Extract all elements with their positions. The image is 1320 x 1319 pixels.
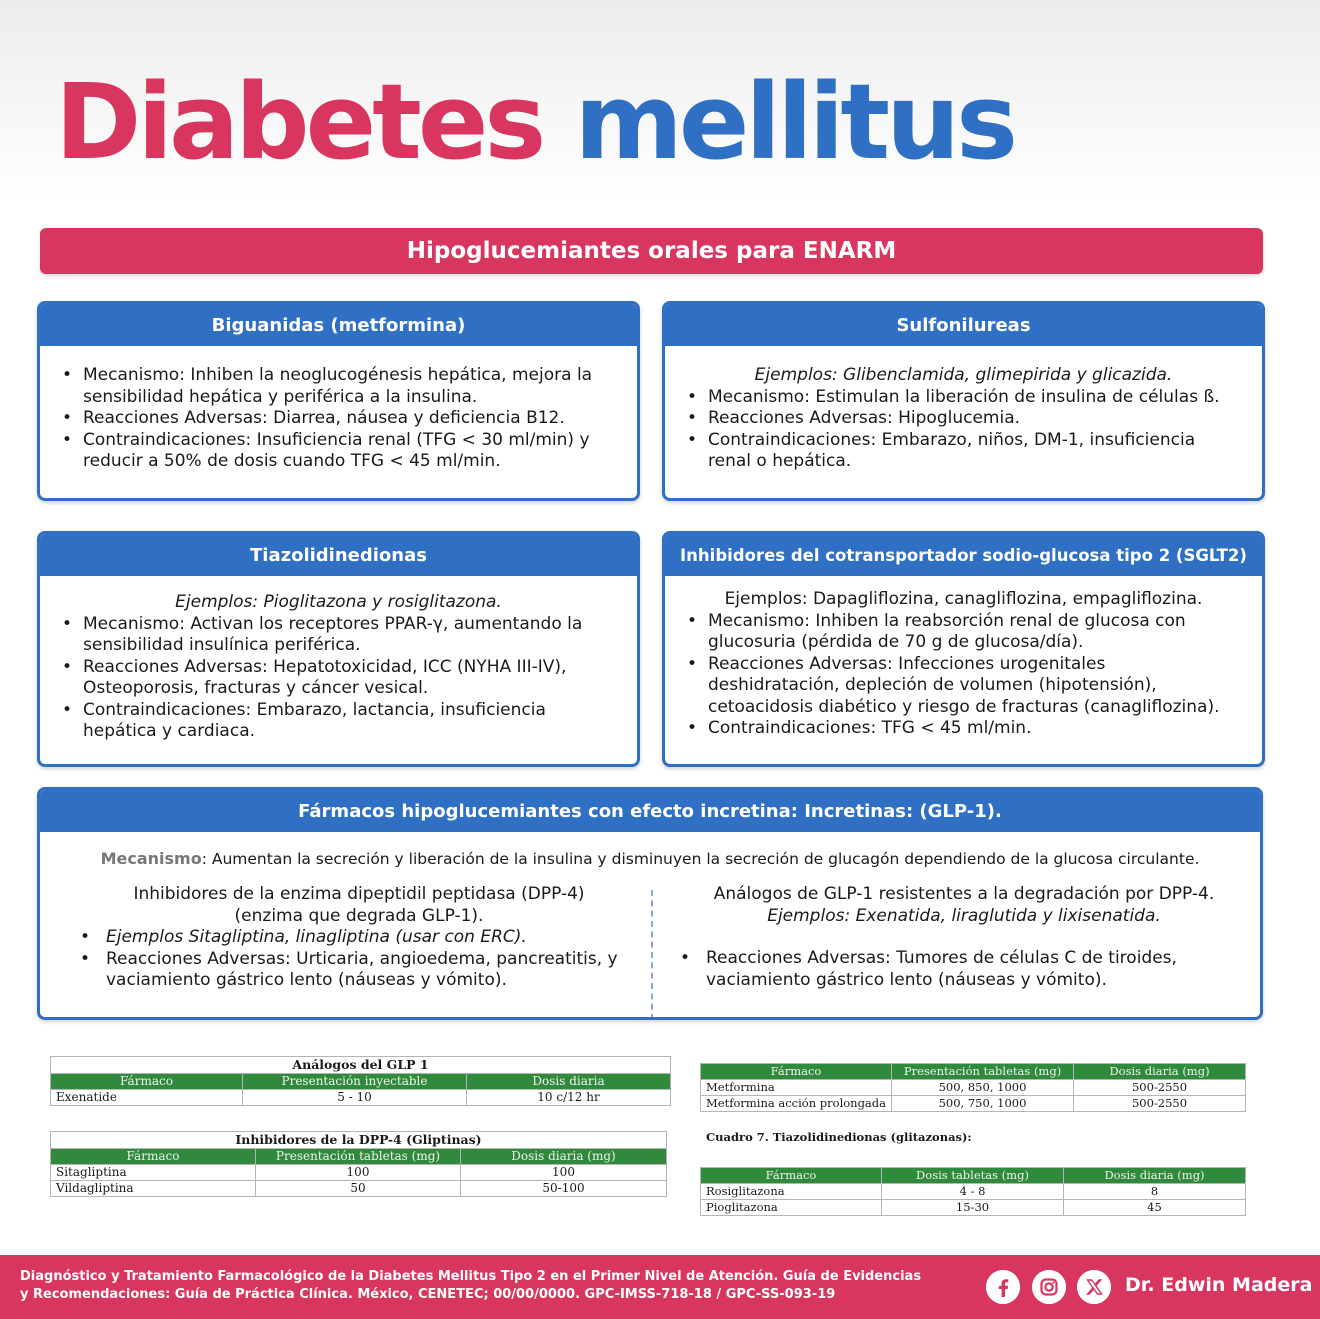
table-header-row [51, 1074, 671, 1090]
incretinas-columns [40, 884, 1260, 992]
table-header-row [701, 1064, 1246, 1080]
column-header: Dosis diaria (mg) [461, 1149, 667, 1165]
table-cell: 15-30 [882, 1200, 1064, 1216]
instagram-icon[interactable] [1032, 1270, 1066, 1304]
list-item: • Reacciones Adversas: Hipoglucemia. [687, 408, 1240, 430]
bullet-list [687, 387, 1240, 473]
card-header: Tiazolidinedionas [40, 534, 637, 576]
table-cell: Metformina [701, 1080, 892, 1096]
list-item: • Contraindicaciones: Embarazo, niños, DM-1, insuficiencia renal o hepática. [687, 430, 1240, 473]
table-cell: Vildagliptina [51, 1181, 256, 1197]
citation-line: Diagnóstico y Tratamiento Farmacológico de la Diabetes Mellitus Tipo 2 en el Primer Nivel de Atención. Guía de Evidencias [20, 1269, 922, 1284]
card-tiazolidinedionas [37, 531, 640, 767]
table-cell: 4 - 8 [882, 1184, 1064, 1200]
table-cell: 50 [256, 1181, 461, 1197]
list-item: • Ejemplos Sitagliptina, linagliptina (usar con ERC). [80, 927, 638, 949]
table-header-row [701, 1168, 1246, 1184]
table-cell: Metformina acción prolongada [701, 1096, 892, 1112]
table-row [701, 1184, 1246, 1200]
card-header: Biguanidas (metformina) [40, 304, 637, 346]
list-item: • Mecanismo: Inhiben la reabsorción renal de glucosa con glucosuria (pérdida de 70 g de glucosa/día). [687, 611, 1240, 654]
list-item: • Mecanismo: Activan los receptores PPAR-γ, aumentando la sensibilidad insulínica periférica. [62, 614, 615, 657]
table-cell: 500, 850, 1000 [892, 1080, 1074, 1096]
table-cell: 100 [461, 1165, 667, 1181]
list-item: • Contraindicaciones: Insuficiencia renal (TFG < 30 ml/min) y reducir a 50% de dosis cuando TFG < 45 ml/min. [62, 430, 615, 473]
mechanism-text: : Aumentan la secreción y liberación de la insulina y disminuyen la secreción de glucagón dependiendo de la glucosa circulante. [201, 850, 1200, 868]
table-row [701, 1080, 1246, 1096]
column-header: Fármaco [51, 1149, 256, 1165]
title-part-1: Diabetes [55, 61, 543, 183]
column-header: Dosis diaria [467, 1074, 671, 1090]
table-cell: 5 - 10 [243, 1090, 467, 1106]
bullet-list [680, 948, 1248, 991]
card-body [665, 346, 1262, 473]
table-cell: 50-100 [461, 1181, 667, 1197]
citation-line: y Recomendaciones: Guía de Práctica Clínica. México, CENETEC; 00/00/0000. GPC-IMSS-718-18 / GPC-SS-093-19 [20, 1287, 836, 1302]
bullet-list [62, 614, 615, 743]
table-cell: Exenatide [51, 1090, 243, 1106]
column-divider [651, 890, 653, 1020]
table-dpp4-inhibitors [50, 1131, 667, 1197]
table-cell: Pioglitazona [701, 1200, 882, 1216]
column-header: Fármaco [701, 1168, 882, 1184]
bullet-list [687, 611, 1240, 740]
examples-text: Ejemplos: Pioglitazona y rosiglitazona. [175, 592, 502, 612]
table-row [51, 1165, 667, 1181]
column-header: Dosis diaria (mg) [1074, 1064, 1246, 1080]
table-cell: 500-2550 [1074, 1080, 1246, 1096]
list-item: • Reacciones Adversas: Urticaria, angioedema, pancreatitis, y vaciamiento gástrico lento (náuseas y vómito). [80, 949, 638, 992]
table-row [51, 1090, 671, 1106]
list-item: • Contraindicaciones: TFG < 45 ml/min. [687, 718, 1240, 740]
column-header: Presentación inyectable [243, 1074, 467, 1090]
mechanism-line [40, 849, 1260, 868]
column-header: Dosis diaria (mg) [1064, 1168, 1246, 1184]
card-incretinas [37, 787, 1263, 1020]
column-header: Fármaco [701, 1064, 892, 1080]
page-title [55, 62, 1014, 182]
table-row [701, 1096, 1246, 1112]
table-header-row [51, 1149, 667, 1165]
examples-text: Ejemplos: Dapagliflozina, canagliflozina, empagliflozina. [724, 589, 1203, 609]
card-body [40, 576, 637, 743]
list-item: • Mecanismo: Inhiben la neoglucogénesis hepática, mejora la sensibilidad hepática y periférica a la insulina. [62, 365, 615, 408]
column-header: Dosis tabletas (mg) [882, 1168, 1064, 1184]
bullet-list [62, 365, 615, 473]
glp1-column [650, 884, 1260, 992]
section-banner: Hipoglucemiantes orales para ENARM [40, 228, 1263, 274]
table-tiazolidinedionas [700, 1167, 1246, 1216]
cuadro-label: Cuadro 7. Tiazolidinedionas (glitazonas): [706, 1130, 972, 1144]
footer [0, 1255, 1320, 1319]
card-header: Inhibidores del cotransportador sodio-glucosa tipo 2 (SGLT2) [665, 534, 1262, 576]
footer-citation [20, 1268, 970, 1304]
table-cell: 500-2550 [1074, 1096, 1246, 1112]
column-subtitle: (enzima que degrada GLP-1). [234, 905, 484, 926]
table-cell: 8 [1064, 1184, 1246, 1200]
column-header: Presentación tabletas (mg) [256, 1149, 461, 1165]
table-row [701, 1200, 1246, 1216]
card-sglt2 [662, 531, 1265, 767]
list-item: • Reacciones Adversas: Infecciones urogenitales deshidratación, depleción de volumen (hipotensión), cetoacidosis diabético y riesgo de fracturas (canagliflozina). [687, 654, 1240, 719]
author-name: Dr. Edwin Madera [1125, 1274, 1313, 1296]
column-subtitle: Ejemplos: Exenatida, liraglutida y lixisenatida. [767, 905, 1161, 926]
table-cell: Rosiglitazona [701, 1184, 882, 1200]
card-header: Sulfonilureas [665, 304, 1262, 346]
card-body [665, 576, 1262, 740]
column-title: Inhibidores de la enzima dipeptidil peptidasa (DPP-4) [133, 884, 585, 904]
examples-text: Ejemplos: Glibenclamida, glimepirida y glicazida. [754, 365, 1173, 385]
column-title: Análogos de GLP-1 resistentes a la degradación por DPP-4. [713, 884, 1215, 904]
card-body [40, 346, 637, 473]
list-item: • Reacciones Adversas: Hepatotoxicidad, ICC (NYHA III-IV), Osteoporosis, fracturas y cáncer vesical. [62, 657, 615, 700]
table-metformina [700, 1063, 1246, 1112]
card-sulfonilureas [662, 301, 1265, 501]
table-cell: Sitagliptina [51, 1165, 256, 1181]
table-row [51, 1181, 667, 1197]
card-header: Fármacos hipoglucemiantes con efecto incretina: Incretinas: (GLP-1). [40, 790, 1260, 832]
table-cell: 45 [1064, 1200, 1246, 1216]
x-icon[interactable] [1077, 1270, 1111, 1304]
list-item: • Reacciones Adversas: Diarrea, náusea y deficiencia B12. [62, 408, 615, 430]
bullet-list [80, 927, 638, 992]
column-header: Presentación tabletas (mg) [892, 1064, 1074, 1080]
table-cell: 500, 750, 1000 [892, 1096, 1074, 1112]
table-cell: 100 [256, 1165, 461, 1181]
column-header: Fármaco [51, 1074, 243, 1090]
list-item: • Mecanismo: Estimulan la liberación de insulina de células ß. [687, 387, 1240, 409]
card-biguanidas [37, 301, 640, 501]
list-item: • Contraindicaciones: Embarazo, lactancia, insuficiencia hepática y cardiaca. [62, 700, 615, 743]
dpp4-column [40, 884, 650, 992]
facebook-icon[interactable] [986, 1270, 1020, 1304]
title-part-2: mellitus [574, 61, 1015, 183]
table-caption: Análogos del GLP 1 [50, 1056, 671, 1073]
table-cell: 10 c/12 hr [467, 1090, 671, 1106]
table-caption: Inhibidores de la DPP-4 (Gliptinas) [50, 1131, 667, 1148]
mechanism-label: Mecanismo [100, 849, 202, 868]
list-item: • Reacciones Adversas: Tumores de células C de tiroides, vaciamiento gástrico lento (náuseas y vómito). [680, 948, 1248, 991]
table-glp1-analogs [50, 1056, 671, 1106]
